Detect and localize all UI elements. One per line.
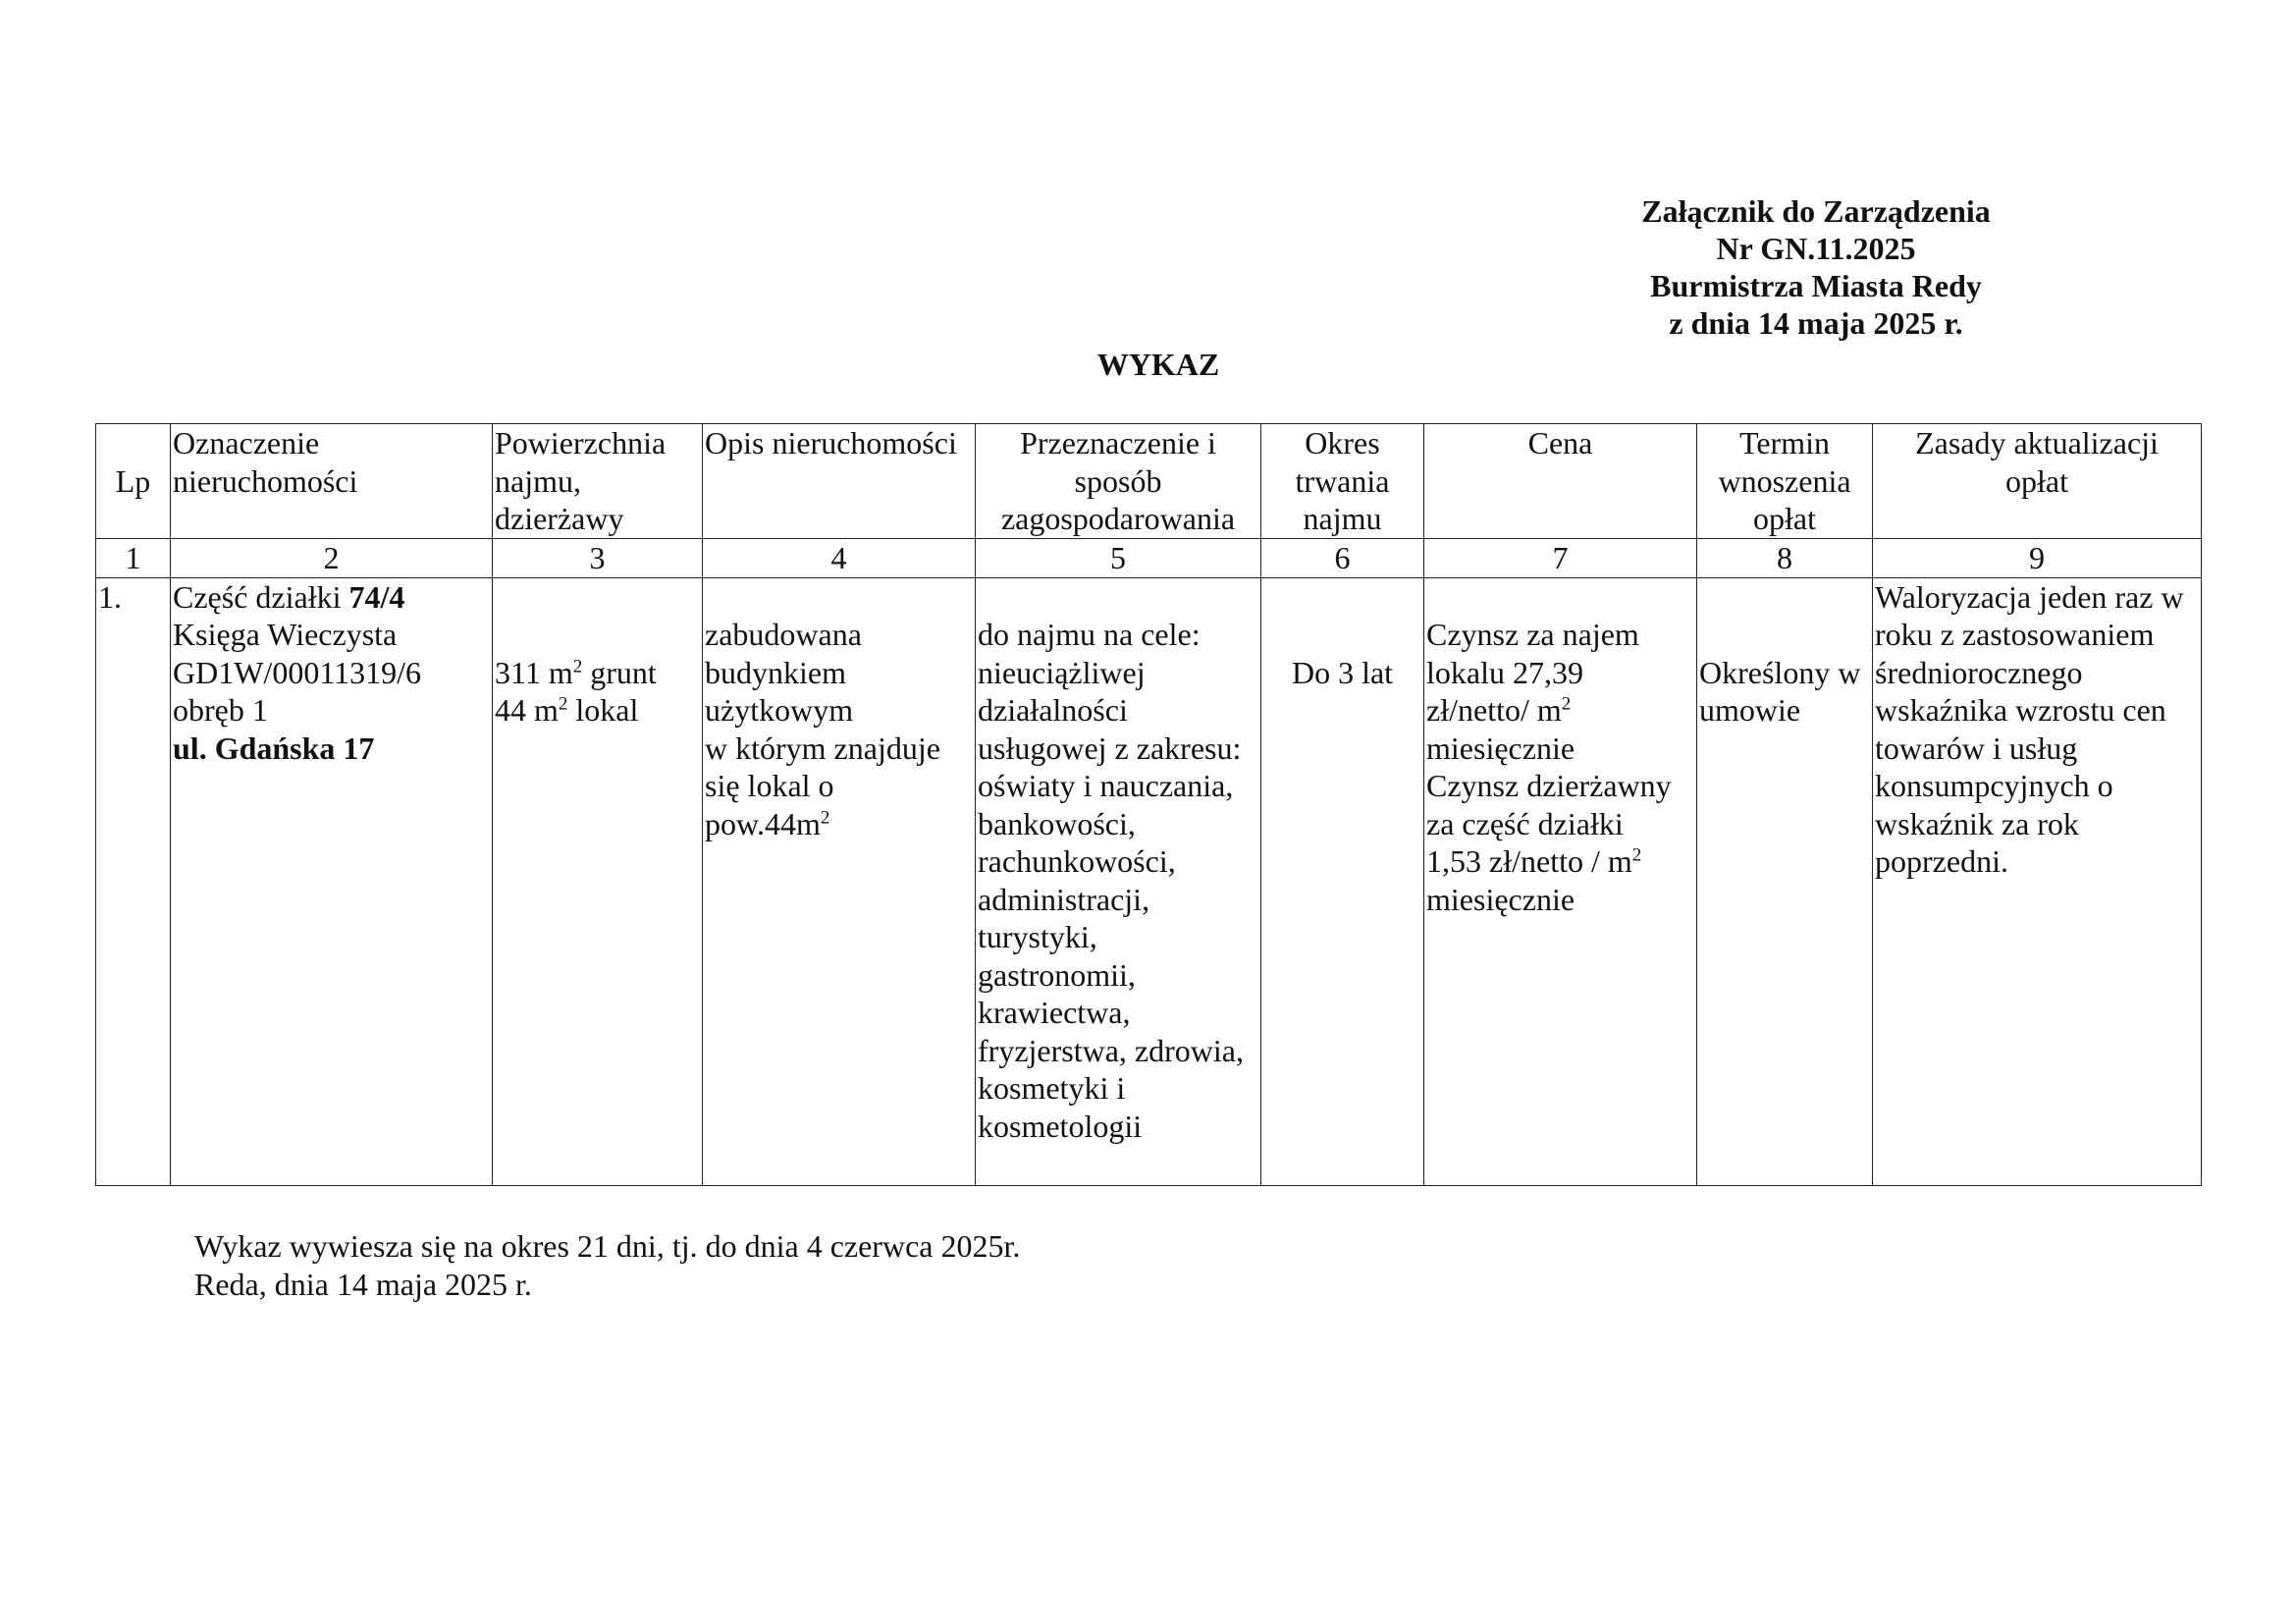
column-number: 3 [493,539,703,578]
header-text: najmu, [495,462,581,499]
header-text: trwania [1295,462,1390,499]
header-text: opłat [2005,462,2068,499]
header-text: nieruchomości [173,462,358,499]
purpose-line: turystyki, [978,919,1097,954]
price-unit: zł/netto/ m [1426,692,1562,728]
update-rule-line: poprzedni. [1875,843,2008,879]
header-text: najmu [1303,501,1382,536]
table-row [96,577,2202,1185]
cell-okres [1261,577,1424,1185]
plot-line [173,578,490,617]
header-text: opłat [1753,501,1816,536]
header-text: Opis nieruchomości [705,425,957,460]
area-grunt-value: 311 m [495,654,573,690]
header-cell-przeznaczenie [976,424,1261,539]
header-text: Oznaczenie [173,425,320,460]
area-lokal [495,691,700,730]
update-rule-line: konsumpcyjnych o [1875,768,2113,803]
column-number: 7 [1424,539,1697,578]
purpose-line: administracji, [978,881,1150,917]
attachment-header-line-3: Burmistrza Miasta Redy [1650,268,1982,303]
description-area-value: pow.44m [705,805,821,841]
update-rule-line: wskaźnik za rok [1875,805,2079,841]
payment-term-line: Określony w [1699,654,1861,690]
update-rule-line: towarów i usług [1875,730,2078,766]
purpose-line: oświaty i nauczania, [978,768,1234,803]
description-line: zabudowana [705,617,862,652]
column-number: 6 [1261,539,1424,578]
price-unit-sup: 2 [1561,693,1572,715]
header-text: sposób [1074,462,1162,499]
update-rule-line: roku z zastosowaniem [1875,617,2155,652]
price-line: za część działki [1426,805,1624,841]
purpose-line: fryzjerstwa, zdrowia, [978,1032,1244,1068]
price-line: miesięcznie [1426,730,1575,766]
column-number: 1 [96,539,171,578]
header-text: Przeznaczenie i [1020,425,1216,460]
place-and-date: Reda, dnia 14 maja 2025 r. [194,1266,532,1302]
price-line [1426,691,1694,730]
purpose-line: gastronomii, [978,956,1136,993]
land-register-label: Księga Wieczysta [173,617,398,652]
purpose-line: kosmetologii [978,1108,1143,1144]
price-unit: 1,53 zł/netto / m [1426,843,1632,879]
precinct: obręb 1 [173,692,268,728]
update-rule-line: Waloryzacja jeden raz w [1875,578,2184,615]
property-list-table [95,423,2202,1186]
header-text: zagospodarowania [1000,501,1236,536]
area-grunt-unit: grunt [582,654,657,690]
attachment-header-line-1: Załącznik do Zarządzenia [1641,193,1991,229]
cell-cena [1424,577,1697,1185]
header-text: Termin [1739,425,1830,460]
attachment-header [1571,192,2061,342]
attachment-header-line-4: z dnia 14 maja 2025 r. [1669,305,1963,341]
header-cell-okres [1261,424,1424,539]
plot-number: 74/4 [348,578,405,615]
price-line: Czynsz za najem [1426,617,1639,652]
header-cell-oznaczenie [171,424,493,539]
purpose-line: bankowości, [978,805,1136,841]
price-line: Czynsz dzierżawny [1426,768,1672,803]
document-title: WYKAZ [1096,347,1220,382]
header-text: dzierżawy [495,501,624,536]
description-line: budynkiem [705,654,846,690]
header-text: Powierzchnia [495,425,667,460]
cell-lp [96,577,171,1185]
purpose-line: działalności [978,692,1128,728]
cell-termin [1697,577,1873,1185]
header-cell-powierzchnia [493,424,703,539]
purpose-line: rachunkowości, [978,843,1176,879]
purpose-line: kosmetyki i [978,1070,1126,1106]
column-number: 4 [703,539,976,578]
purpose-line: nieuciążliwej [978,654,1146,690]
header-cell-lp [96,424,171,539]
column-number: 2 [171,539,493,578]
cell-opis [703,577,976,1185]
cell-oznaczenie [171,577,493,1185]
cell-zasady [1873,577,2202,1185]
lease-period: Do 3 lat [1291,654,1394,690]
posting-period-note: Wykaz wywiesza się na okres 21 dni, tj. do dnia 4 czerwca 2025r. [194,1228,1021,1264]
purpose-line: do najmu na cele: [978,617,1201,652]
row-number: 1. [98,578,122,615]
header-text: Okres [1305,425,1380,460]
description-line: się lokal o [705,768,834,803]
column-number: 5 [976,539,1261,578]
description-area-sup: 2 [820,806,830,828]
header-text: Cena [1527,425,1593,460]
purpose-line: usługowej z zakresu: [978,730,1242,766]
header-cell-zasady [1873,424,2202,539]
footer-note [194,1227,1020,1303]
header-cell-cena [1424,424,1697,539]
column-number-row [96,539,2202,578]
cell-powierzchnia [493,577,703,1185]
header-text: Lp [115,462,151,499]
table-header-row [96,424,2202,539]
column-number: 8 [1697,539,1873,578]
update-rule-line: wskaźnika wzrostu cen [1875,692,2166,728]
description-area [705,805,973,843]
area-grunt-sup: 2 [572,655,583,677]
price-line: lokalu 27,39 [1426,654,1583,690]
description-line: w którym znajduje [705,730,940,766]
column-number: 9 [1873,539,2202,578]
plot-label: Część działki [173,578,349,615]
update-rule-line: średniorocznego [1875,654,2083,690]
header-cell-opis [703,424,976,539]
area-lokal-unit: lokal [567,692,639,728]
cell-przeznaczenie [976,577,1261,1185]
land-register-number: GD1W/00011319/6 [173,654,422,690]
description-line: użytkowym [705,692,854,728]
header-text: Zasady aktualizacji [1915,425,2159,460]
price-unit-sup: 2 [1631,844,1642,866]
price-line [1426,842,1694,881]
area-grunt [495,654,700,692]
purpose-line: krawiectwa, [978,995,1131,1030]
area-lokal-value: 44 m [495,692,559,728]
property-address: ul. Gdańska 17 [173,730,375,766]
header-text: wnoszenia [1718,462,1851,499]
header-cell-termin [1697,424,1873,539]
price-line: miesięcznie [1426,881,1575,917]
payment-term-line: umowie [1699,692,1801,728]
attachment-header-line-2: Nr GN.11.2025 [1716,231,1916,266]
area-lokal-sup: 2 [558,693,568,715]
